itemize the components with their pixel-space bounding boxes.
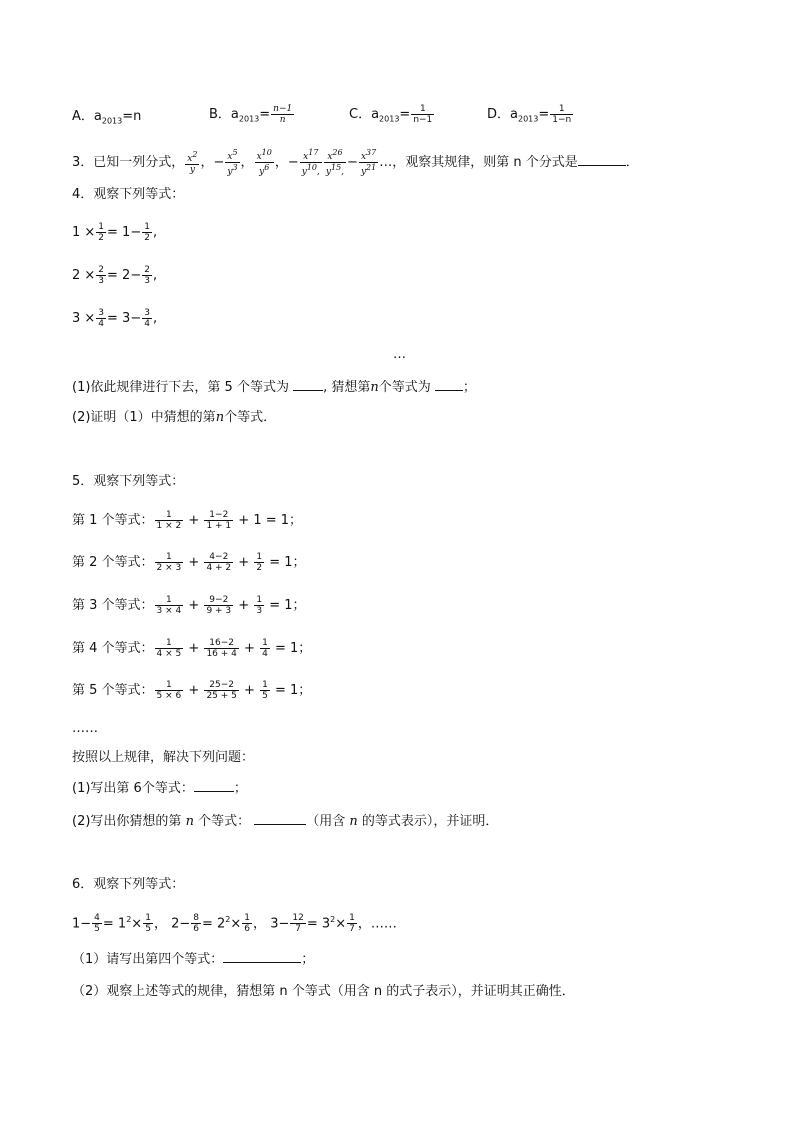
question-3: 3．已知一列分式， $\frac{x^2}{y}$ ，− $\frac{x^5}{y^3}$ ， $\frac{x^{10}}{y^6}$ ，− $\frac{x^{17}}{y^{10},}$ $\frac{x^{26}}{y^{15},}$ − $\frac{x^{37}}{y^{21}}$ …，观察其规律，则第 n 个分式是 ． [72,148,639,177]
fraction-6: $\frac{x^{37}}{y^{21}}$ [360,148,377,177]
question-4-title: 4．观察下列等式： [72,187,185,202]
answer-blank [578,165,626,166]
q5-equation-4: 第 4 个等式： $\frac{1}{4 \times 5}$ + $\frac{16-2}{16 + 4}$ + $\frac{1}{4}$ = 1； [72,638,312,659]
fraction-2: $\frac{x^5}{y^3}$ [227,148,238,177]
option-c: C．$a_{2013}=$ $\frac{1}{n-1}$ [349,104,433,125]
q5-part-2: (2)写出你猜想的第 n 个等式： （用含 n 的等式表示），并证明． [72,814,499,829]
option-d: D．$a_{2013}=$ $\frac{1}{1-n}$ [487,104,572,125]
q5-intro: 按照以上规律，解决下列问题： [72,750,255,765]
option-a: A．$a_{2013}=n$ [72,109,142,126]
q5-equation-5: 第 5 个等式： $\frac{1}{5 \times 6}$ + $\frac{25-2}{25 + 5}$ + $\frac{1}{5}$ = 1； [72,680,312,701]
q5-equation-3: 第 3 个等式： $\frac{1}{3 \times 4}$ + $\frac{9-2}{9 + 3}$ + $\frac{1}{3}$ = 1； [72,595,306,616]
q6-part-1: （1）请写出第四个等式： ； [72,952,315,967]
q5-equation-1: 第 1 个等式： $\frac{1}{1 \times 2}$ + $\frac{1-2}{1 + 1}$ + 1 = 1； [72,510,303,531]
q6-part-2: （2）观察上述等式的规律，猜想第 n 个等式（用含 n 的式子表示），并证明其正确性． [72,984,575,999]
fraction-3: $\frac{x^{10}}{y^6}$ [256,148,272,177]
fraction-5: $\frac{x^{26}}{y^{15},}$ [325,148,345,177]
fraction-4: $\frac{x^{17}}{y^{10},}$ [301,148,320,177]
q5-dots: …… [72,721,98,736]
q4-equation-1: 1 × $\frac{1}{2}$ = 1− $\frac{1}{2}$ , [72,222,158,243]
q4-equation-2: 2 × $\frac{2}{3}$ = 2− $\frac{2}{3}$ , [72,265,158,286]
q5-part-1: (1)写出第 6个等式： ； [72,781,247,796]
question-5-title: 5．观察下列等式： [72,474,185,489]
fraction-1: $\frac{x^2}{y}$ [187,150,198,175]
option-b: B．$a_{2013}=$ $\frac{n-1}{n}$ [209,104,293,125]
q4-part-2: (2)证明（1）中猜想的第n个等式． [72,410,277,425]
q6-equations: 1− $\frac{4}{5}$ = $1^2\times$ $\frac{1}{5}$ ， 2− $\frac{8}{6}$ = $2^2\times$ $\frac{1}{6}$ ， 3− $\frac{12}{7}$ = $3^2\times$ $\frac{1}{7}$ ，…… [72,913,397,935]
q5-equation-2: 第 2 个等式： $\frac{1}{2 \times 3}$ + $\frac{4-2}{4 + 2}$ + $\frac{1}{2}$ = 1； [72,552,306,573]
q4-equation-3: 3 × $\frac{3}{4}$ = 3− $\frac{3}{4}$ , [72,308,158,329]
q4-part-1: (1)依此规律进行下去，第 5 个等式为 , 猜想第n个等式为 ； [72,380,476,395]
q4-dots: … [393,347,406,362]
question-6-title: 6．观察下列等式： [72,877,185,892]
